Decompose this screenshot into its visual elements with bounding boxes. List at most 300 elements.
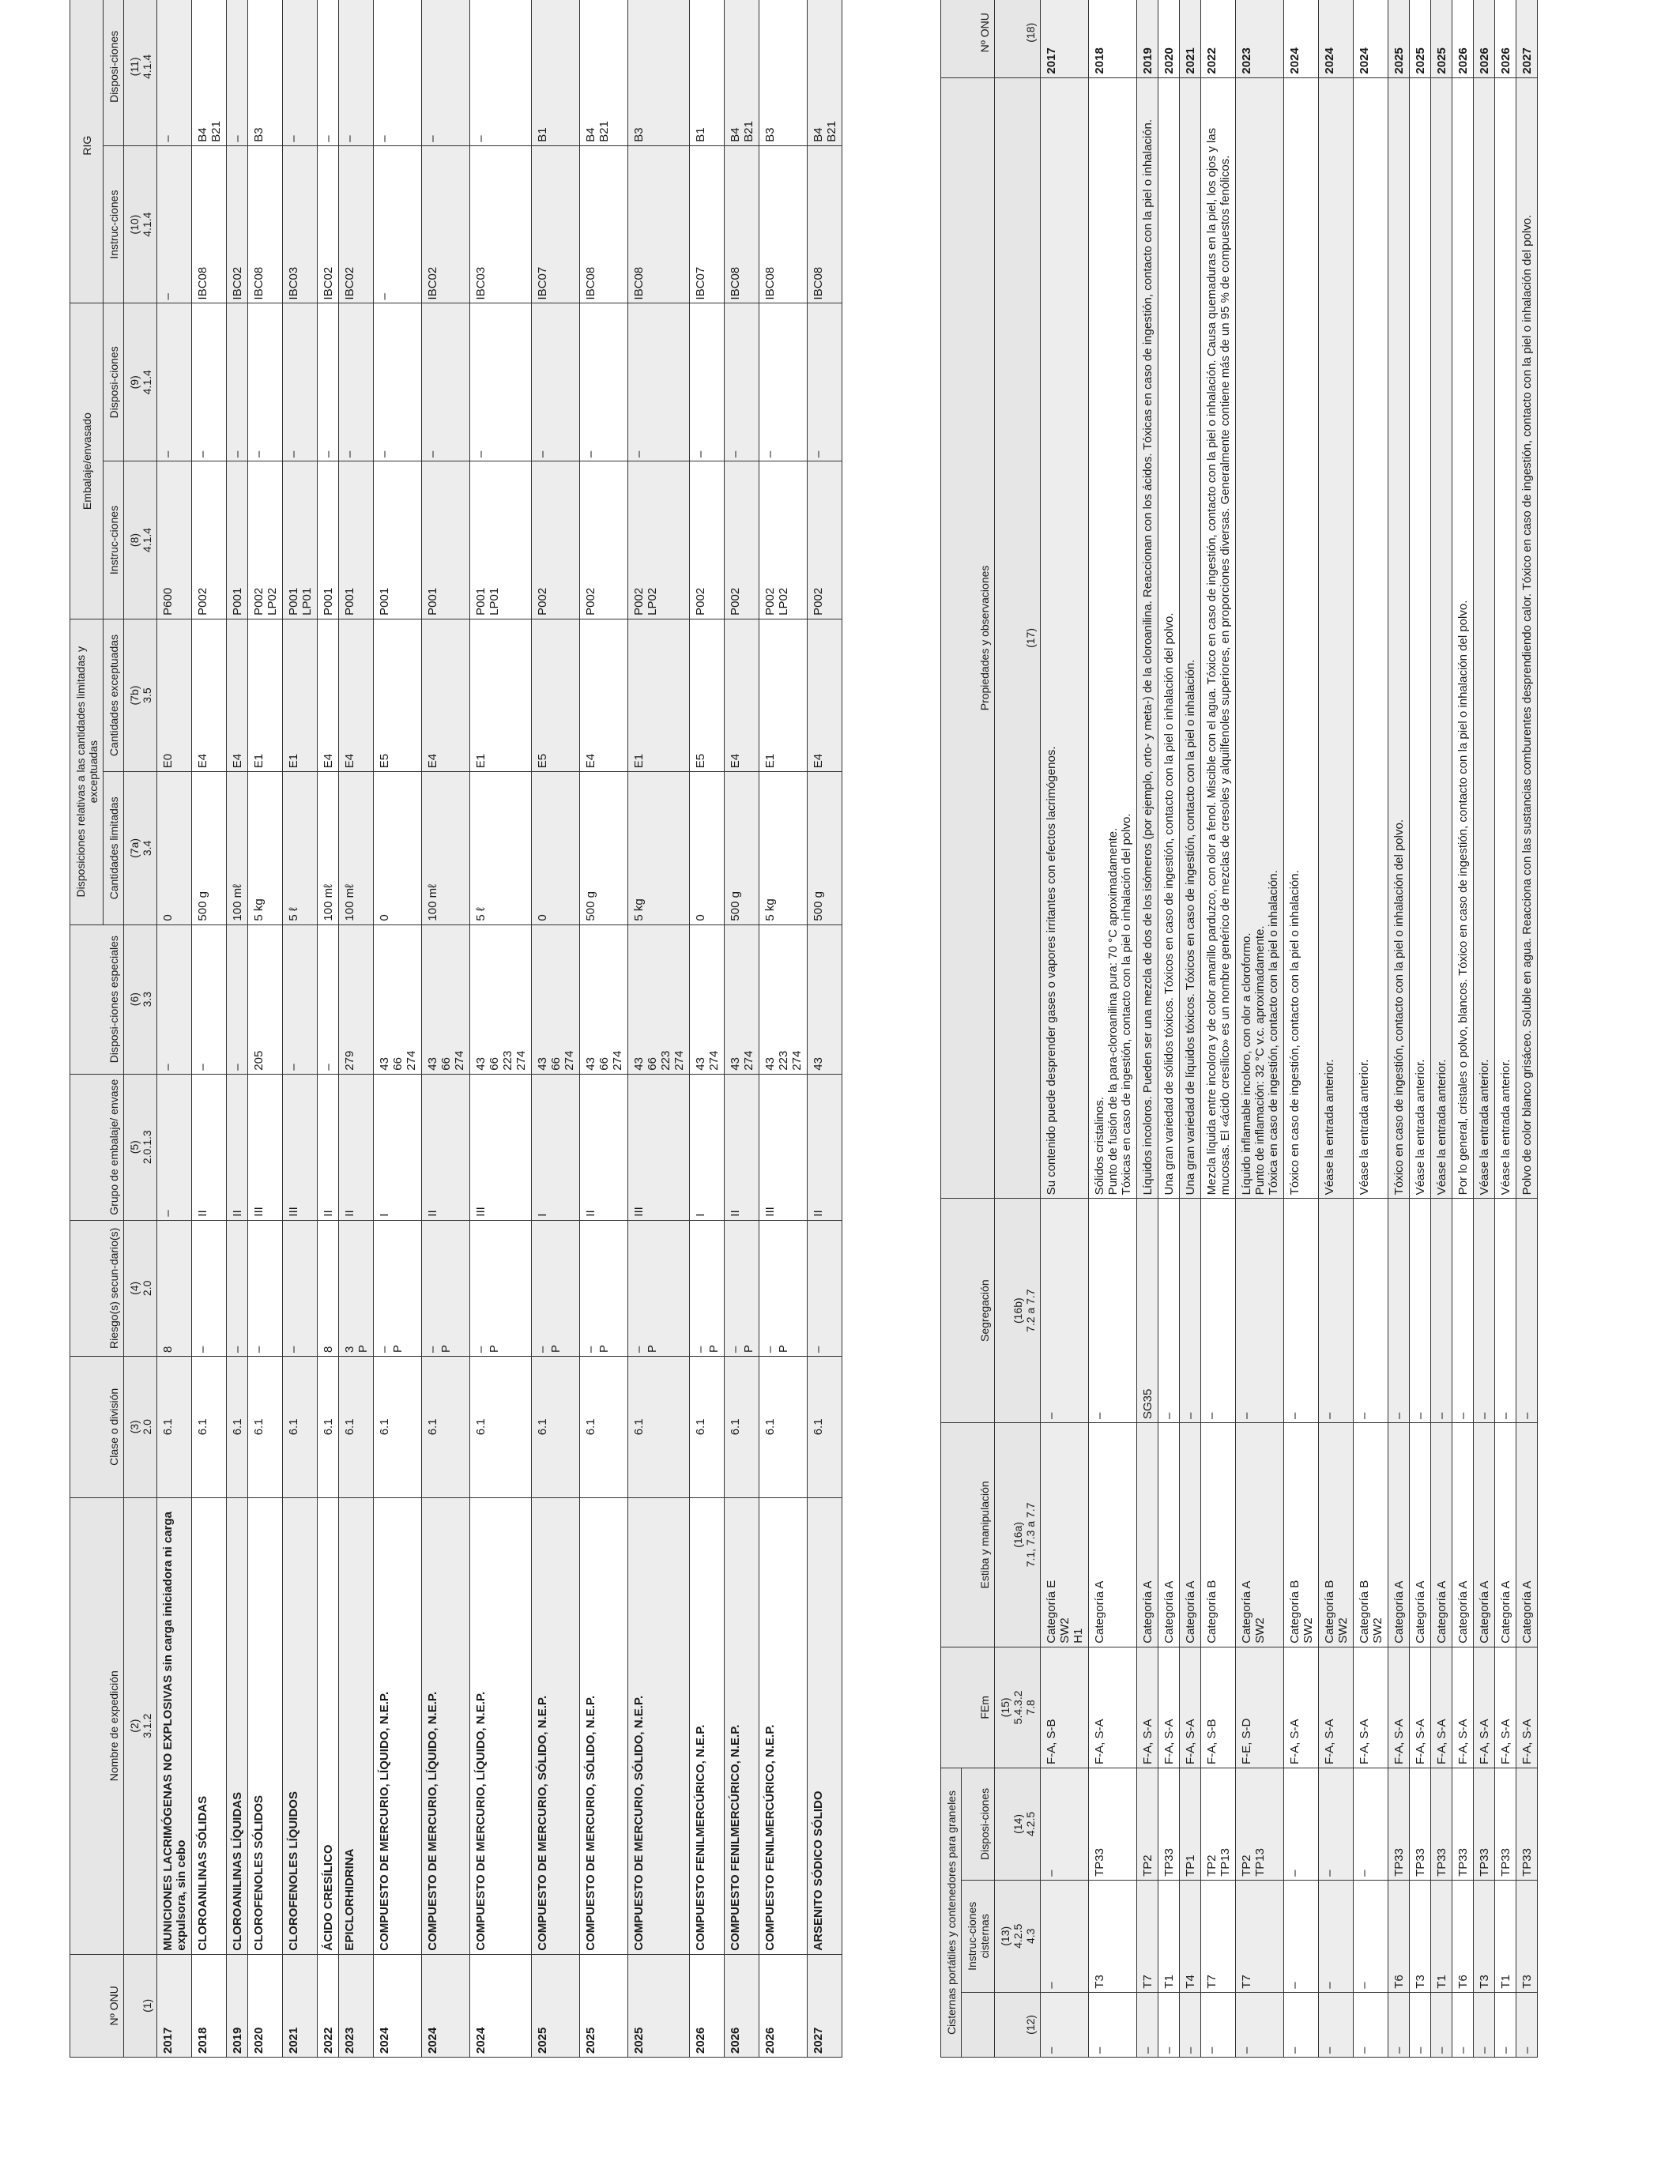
tank-instruction-cell: T1 [1158,1880,1180,1992]
table-row [1452,0,1474,2058]
packing-provision-cell: – [628,303,690,461]
subrisk-cell: 8 [318,1220,339,1356]
segregation-cell: – [1474,1199,1495,1423]
packing-provision-cell: – [580,303,628,461]
col12-cell: – [1284,1992,1319,2057]
packing-provision-cell: – [157,303,192,461]
packing-instruction-cell: P001 LP01 [470,461,532,619]
stowage-cell: Categoría A [1474,1423,1495,1647]
header-properties: Propiedades y observaciones [941,77,995,1199]
special-provisions-cell: 43 66 274 [532,924,580,1074]
col12-cell: – [1180,1992,1201,2057]
properties-cell: Su contenido puede desprender gases o vapores irritantes con efectos lacrimógenos. [1041,77,1089,1199]
limited-quantity-cell: 5 ℓ [470,772,532,924]
header-ref-cell: (17) [995,77,1041,1199]
limited-quantity-cell: 0 [157,772,192,924]
un-number: 2026 [1495,0,1516,77]
table-row [374,0,422,2058]
table-row [1158,0,1180,2058]
packing-group-cell: III [759,1074,808,1220]
class-cell: 6.1 [374,1357,422,1498]
excepted-quantity-cell: E1 [248,619,283,771]
excepted-quantity-cell: E4 [192,619,227,771]
class-cell: 6.1 [759,1357,808,1498]
shipping-name: EPICLORHIDRINA [339,1497,374,1954]
stowage-cell: Categoría A [1452,1423,1474,1647]
packing-provision-cell: – [422,303,470,461]
un-number: 2026 [725,1954,759,2057]
packing-group-cell: II [227,1074,248,1220]
ibc-provision-cell: B3 [628,0,690,145]
table-row [1284,0,1319,2058]
ibc-provision-cell: B4 B21 [808,0,842,145]
header-refs-row [995,0,1041,2058]
tank-provision-cell: TP2 TP13 [1236,1768,1284,1881]
table-row [690,0,725,2058]
header-un-no: Nº ONU [70,1954,124,2057]
stowage-cell: Categoría B SW2 [1284,1423,1319,1647]
packing-group-cell: II [339,1074,374,1220]
special-provisions-cell: 43 66 223 274 [470,924,532,1074]
ems-cell: F-E, S-D [1236,1647,1284,1768]
segregation-cell: – [1201,1199,1236,1423]
header-ref-cell: (4) 2.0 [124,1220,157,1356]
tank-provision-cell: TP33 [1431,1768,1452,1881]
excepted-quantity-cell: E4 [227,619,248,771]
class-cell: 6.1 [192,1357,227,1498]
ibc-instruction-cell: IBC08 [248,145,283,303]
class-cell: 6.1 [580,1357,628,1498]
header-subrisk: Riesgo(s) secun-dario(s) [70,1220,124,1356]
ibc-instruction-cell: IBC08 [580,145,628,303]
segregation-cell: – [1041,1199,1089,1423]
packing-instruction-cell: P001 LP01 [283,461,318,619]
properties-cell: Véase la entrada anterior. [1431,77,1452,1199]
segregation-cell: – [1452,1199,1474,1423]
header-name: Nombre de expedición [70,1497,124,1954]
subrisk-cell: – [248,1220,283,1356]
tank-instruction-cell: T3 [1474,1880,1495,1992]
header-limited: Cantidades limitadas [104,772,124,924]
header-ref-cell: (6) 3.3 [124,924,157,1074]
tank-instruction-cell: T7 [1201,1880,1236,1992]
packing-group-cell: II [192,1074,227,1220]
shipping-name: COMPUESTO DE MERCURIO, LÍQUIDO, N.E.P. [470,1497,532,1954]
limited-quantity-cell: 5 kg [628,772,690,924]
table-row [1041,0,1089,2058]
col12-cell: – [1319,1992,1354,2057]
un-number: 2026 [1474,0,1495,77]
ems-cell: F-A, S-A [1388,1647,1410,1768]
ibc-instruction-cell: IBC02 [339,145,374,303]
limited-quantity-cell: 0 [374,772,422,924]
stowage-cell: Categoría A SW2 [1236,1423,1284,1647]
ems-cell: F-A, S-B [1041,1647,1089,1768]
header-ref-cell: (14) 4.2.5 [995,1768,1041,1881]
header-ref-cell: (12) [995,1992,1041,2057]
packing-instruction-cell: P002 [690,461,725,619]
col12-cell: – [1201,1992,1236,2057]
tank-provision-cell: – [1284,1768,1319,1881]
header-ref-cell: (1) [124,1954,157,2057]
ibc-provision-cell: B4 B21 [192,0,227,145]
table-row [628,0,690,2058]
ems-cell: F-A, S-A [1319,1647,1354,1768]
special-provisions-cell: – [157,924,192,1074]
col12-cell: – [1410,1992,1431,2057]
excepted-quantity-cell: E4 [725,619,759,771]
segregation-cell: – [1089,1199,1137,1423]
packing-provision-cell: – [192,303,227,461]
segregation-cell: – [1158,1199,1180,1423]
dangerous-goods-list-left-table [70,0,842,2058]
header-ref-cell: (18) [995,0,1041,77]
excepted-quantity-cell: E4 [808,619,842,771]
un-number: 2026 [759,1954,808,2057]
packing-provision-cell: – [532,303,580,461]
stowage-cell: Categoría B SW2 [1319,1423,1354,1647]
table-row [283,0,318,2058]
ibc-instruction-cell: IBC08 [192,145,227,303]
properties-cell: Líquido inflamable incoloro, con olor a cloroformo. Punto de inflamación: 32 °C v.c. aproximadamente. Tóxica en caso de ingestión, contacto con la piel o inhalación. [1236,77,1284,1199]
packing-instruction-cell: P002 [725,461,759,619]
packing-group-cell: II [422,1074,470,1220]
properties-cell: Véase la entrada anterior. [1354,77,1388,1199]
header-packing-group: Grupo de embalaje/ envase [70,1074,124,1220]
packing-provision-cell: – [283,303,318,461]
excepted-quantity-cell: E4 [422,619,470,771]
class-cell: 6.1 [318,1357,339,1498]
properties-cell: Mezcla líquida entre incolora y de color amarillo parduzco, con olor a fenol. Miscible con el agua. Tóxico en caso de ingestión, contacto con la piel o inhalación. Causa quemaduras en la piel, los ojos y las mucosas. El «ácido cresílico» es un nombre genérico de mezclas de cresoles y alquilfenoles superiores, en proporciones diversas. Generalmente contiene más de un 95 % de compuestos fenólicos. [1201,77,1236,1199]
tank-provision-cell: TP33 [1089,1768,1137,1881]
shipping-name: COMPUESTO DE MERCURIO, SÓLIDO, N.E.P. [580,1497,628,1954]
tank-provision-cell: – [1319,1768,1354,1881]
limited-quantity-cell: 100 mℓ [318,772,339,924]
special-provisions-cell: 43 66 274 [580,924,628,1074]
class-cell: 6.1 [339,1357,374,1498]
un-number: 2024 [1284,0,1319,77]
tank-provision-cell: TP33 [1452,1768,1474,1881]
table-row [1388,0,1410,2058]
special-provisions-cell: – [283,924,318,1074]
packing-group-cell: I [532,1074,580,1220]
header-pkg-prov: Disposi-ciones [104,303,124,461]
ibc-provision-cell: B1 [532,0,580,145]
shipping-name: CLOROFENOLES SÓLIDOS [248,1497,283,1954]
subrisk-cell: 8 [157,1220,192,1356]
subrisk-cell: – P [759,1220,808,1356]
class-cell: 6.1 [532,1357,580,1498]
excepted-quantity-cell: E0 [157,619,192,771]
un-number: 2024 [470,1954,532,2057]
header-ref-cell: (7b) 3.5 [124,619,157,771]
packing-instruction-cell: P002 [808,461,842,619]
col12-cell: – [1495,1992,1516,2057]
special-provisions-cell: 43 66 274 [374,924,422,1074]
limited-quantity-cell: 100 mℓ [339,772,374,924]
col12-cell: – [1089,1992,1137,2057]
packing-instruction-cell: P002 [192,461,227,619]
properties-cell: Por lo general, cristales o polvo, blancos. Tóxico en caso de ingestión, contacto con la piel o inhalación del polvo. [1452,77,1474,1199]
limited-quantity-cell: 5 kg [248,772,283,924]
subrisk-cell: 3 P [339,1220,374,1356]
ibc-provision-cell: – [470,0,532,145]
un-number: 2020 [1158,0,1180,77]
tank-instruction-cell: T3 [1410,1880,1431,1992]
stowage-cell: Categoría B SW2 [1354,1423,1388,1647]
special-provisions-cell: 205 [248,924,283,1074]
limited-quantity-cell: 5 kg [759,772,808,924]
special-provisions-cell: – [227,924,248,1074]
class-cell: 6.1 [422,1357,470,1498]
special-provisions-cell: – [192,924,227,1074]
subrisk-cell: – P [422,1220,470,1356]
properties-cell: Véase la entrada anterior. [1495,77,1516,1199]
ibc-instruction-cell: IBC07 [690,145,725,303]
packing-instruction-cell: P002 [580,461,628,619]
special-provisions-cell: 43 274 [690,924,725,1074]
properties-cell: Véase la entrada anterior. [1319,77,1354,1199]
packing-instruction-cell: P002 LP02 [628,461,690,619]
col12-cell: – [1474,1992,1495,2057]
col12-cell: – [1236,1992,1284,2057]
ems-cell: F-A, S-A [1495,1647,1516,1768]
header-pkg-instr: Instruc-ciones [104,461,124,619]
ems-cell: F-A, S-A [1354,1647,1388,1768]
header-tanks: Cisternas portátiles y contenedores para graneles [941,1768,962,2058]
packing-group-cell: III [470,1074,532,1220]
special-provisions-cell: 43 274 [725,924,759,1074]
tank-instruction-cell: T3 [1089,1880,1137,1992]
ibc-provision-cell: – [339,0,374,145]
col12-cell: – [1041,1992,1089,2057]
tank-provision-cell: TP33 [1495,1768,1516,1881]
table-row [532,0,580,2058]
un-number: 2025 [1388,0,1410,77]
shipping-name: CLOROFENOLES LÍQUIDOS [283,1497,318,1954]
table-row [1495,0,1516,2058]
table-row [725,0,759,2058]
tank-provision-cell: TP33 [1158,1768,1180,1881]
shipping-name: ARSENITO SÓDICO SÓLIDO [808,1497,842,1954]
packing-provision-cell: – [227,303,248,461]
subrisk-cell: – P [580,1220,628,1356]
packing-instruction-cell: P001 [318,461,339,619]
class-cell: 6.1 [470,1357,532,1498]
tank-provision-cell: – [1041,1768,1089,1881]
tank-provision-cell: TP33 [1410,1768,1431,1881]
shipping-name: COMPUESTO FENILMERCÚRICO, N.E.P. [690,1497,725,1954]
properties-cell: Una gran variedad de sólidos tóxicos. Tóxicos en caso de ingestión, contacto con la piel o inhalación del polvo. [1158,77,1180,1199]
right-table-body [1041,0,1538,2058]
segregation-cell: – [1319,1199,1354,1423]
tank-provision-cell: – [1354,1768,1388,1881]
shipping-name: COMPUESTO FENILMERCÚRICO, N.E.P. [759,1497,808,1954]
ems-cell: F-A, S-A [1516,1647,1538,1768]
ibc-instruction-cell: – [374,145,422,303]
un-number: 2017 [1041,0,1089,77]
packing-provision-cell: – [374,303,422,461]
un-number: 2022 [1201,0,1236,77]
properties-cell: Sólidos cristalinos. Punto de fusión de la para-cloroanilina pura: 70 °C aproximadamente. Tóxicas en caso de ingestión, contacto con la piel o inhalación del polvo. [1089,77,1137,1199]
table-row [1089,0,1137,2058]
limited-quantity-cell: 5 ℓ [283,772,318,924]
excepted-quantity-cell: E5 [374,619,422,771]
stowage-cell: Categoría A [1388,1423,1410,1647]
shipping-name: COMPUESTO FENILMERCÚRICO, N.E.P. [725,1497,759,1954]
table-row [227,0,248,2058]
un-number: 2022 [318,1954,339,2057]
col12-cell: – [1158,1992,1180,2057]
stowage-cell: Categoría A [1180,1423,1201,1647]
table-row [1354,0,1388,2058]
tank-instruction-cell: T7 [1236,1880,1284,1992]
limited-quantity-cell: 0 [532,772,580,924]
un-number: 2024 [1354,0,1388,77]
packing-instruction-cell: P001 [422,461,470,619]
tank-instruction-cell: – [1354,1880,1388,1992]
packing-group-cell: II [580,1074,628,1220]
packing-group-cell: II [725,1074,759,1220]
ibc-provision-cell: – [422,0,470,145]
ibc-instruction-cell: IBC08 [725,145,759,303]
packing-instruction-cell: P002 [532,461,580,619]
header-limited-excepted: Disposiciones relativas a las cantidades limitadas y exceptuadas [70,619,104,924]
ems-cell: F-A, S-A [1284,1647,1319,1768]
tank-instruction-cell: T6 [1452,1880,1474,1992]
packing-provision-cell: – [339,303,374,461]
class-cell: 6.1 [690,1357,725,1498]
packing-provision-cell: – [725,303,759,461]
header-ref-cell: (9) 4.1.4 [124,303,157,461]
segregation-cell: – [1388,1199,1410,1423]
table-row [1474,0,1495,2058]
un-number: 2026 [690,1954,725,2057]
col12-cell: – [1452,1992,1474,2057]
table-row [808,0,842,2058]
header-ibc: RIG [70,0,104,303]
stowage-cell: Categoría A [1431,1423,1452,1647]
header-col12-blank [962,1992,995,2057]
shipping-name: MUNICIONES LACRIMÓGENAS NO EXPLOSIVAS sin carga iniciadora ni carga expulsora, sin cebo [157,1497,192,1954]
un-number: 2018 [192,1954,227,2057]
header-ref-cell: (5) 2.0.1.3 [124,1074,157,1220]
header-ibc-instr: Instruc-ciones [104,145,124,303]
shipping-name: COMPUESTO DE MERCURIO, LÍQUIDO, N.E.P. [374,1497,422,1954]
class-cell: 6.1 [227,1357,248,1498]
header-segregation: Segregación [941,1199,995,1423]
header-ref-cell: (7a) 3.4 [124,772,157,924]
packing-instruction-cell: P002 LP02 [759,461,808,619]
un-number: 2025 [580,1954,628,2057]
subrisk-cell: – P [690,1220,725,1356]
class-cell: 6.1 [248,1357,283,1498]
ibc-instruction-cell: IBC02 [422,145,470,303]
packing-provision-cell: – [318,303,339,461]
ibc-instruction-cell: IBC08 [808,145,842,303]
special-provisions-cell: 43 66 274 [422,924,470,1074]
ibc-instruction-cell: IBC08 [628,145,690,303]
ibc-provision-cell: – [227,0,248,145]
excepted-quantity-cell: E1 [628,619,690,771]
header-ref-cell: (2) 3.1.2 [124,1497,157,1954]
un-number: 2026 [1452,0,1474,77]
excepted-quantity-cell: E1 [470,619,532,771]
limited-quantity-cell: 500 g [192,772,227,924]
properties-cell: Tóxico en caso de ingestión, contacto con la piel o inhalación. [1284,77,1319,1199]
special-provisions-cell: 279 [339,924,374,1074]
ibc-provision-cell: – [374,0,422,145]
segregation-cell: – [1180,1199,1201,1423]
dangerous-goods-list-right-table [940,0,1538,2058]
packing-provision-cell: – [759,303,808,461]
excepted-quantity-cell: E4 [339,619,374,771]
packing-instruction-cell: P001 [339,461,374,619]
packing-provision-cell: – [690,303,725,461]
header-ref-cell: (16a) 7.1, 7.3 a 7.7 [995,1423,1041,1647]
un-number: 2023 [1236,0,1284,77]
un-number: 2027 [808,1954,842,2057]
packing-group-cell: – [157,1074,192,1220]
tank-instruction-cell: T3 [1516,1880,1538,1992]
header-ref-cell: (8) 4.1.4 [124,461,157,619]
packing-group-cell: II [808,1074,842,1220]
segregation-cell: – [1516,1199,1538,1423]
packing-group-cell: III [628,1074,690,1220]
table-row [470,0,532,2058]
header-refs-row [124,0,157,2058]
ibc-provision-cell: B4 B21 [725,0,759,145]
ems-cell: F-A, S-A [1089,1647,1137,1768]
segregation-cell: SG35 [1137,1199,1158,1423]
table-row [192,0,227,2058]
stowage-cell: Categoría A [1410,1423,1431,1647]
col12-cell: – [1388,1992,1410,2057]
ibc-instruction-cell: IBC03 [470,145,532,303]
packing-provision-cell: – [248,303,283,461]
ems-cell: F-A, S-A [1452,1647,1474,1768]
subrisk-cell: – [808,1220,842,1356]
table-row [1236,0,1284,2058]
class-cell: 6.1 [283,1357,318,1498]
shipping-name: CLOROANILINAS LÍQUIDAS [227,1497,248,1954]
excepted-quantity-cell: E5 [690,619,725,771]
special-provisions-cell: 43 223 274 [759,924,808,1074]
header-class: Clase o división [70,1357,124,1498]
excepted-quantity-cell: E1 [759,619,808,771]
packing-group-cell: III [283,1074,318,1220]
table-row [1180,0,1201,2058]
ems-cell: F-A, S-A [1431,1647,1452,1768]
stowage-cell: Categoría E SW2 H1 [1041,1423,1089,1647]
table-row [339,0,374,2058]
shipping-name: COMPUESTO DE MERCURIO, LÍQUIDO, N.E.P. [422,1497,470,1954]
tank-instruction-cell: T6 [1388,1880,1410,1992]
un-number: 2020 [248,1954,283,2057]
table-row [248,0,283,2058]
header-ref-cell: (3) 2.0 [124,1357,157,1498]
un-number: 2017 [157,1954,192,2057]
tank-instruction-cell: T1 [1495,1880,1516,1992]
ibc-instruction-cell: – [157,145,192,303]
header-tank-instr: Instruc-ciones cisternas [962,1880,995,1992]
properties-cell: Tóxico en caso de ingestión, contacto con la piel o inhalación del polvo. [1388,77,1410,1199]
tank-instruction-cell: – [1041,1880,1089,1992]
segregation-cell: – [1354,1199,1388,1423]
table-row [580,0,628,2058]
packing-instruction-cell: P002 LP02 [248,461,283,619]
table-row [318,0,339,2058]
